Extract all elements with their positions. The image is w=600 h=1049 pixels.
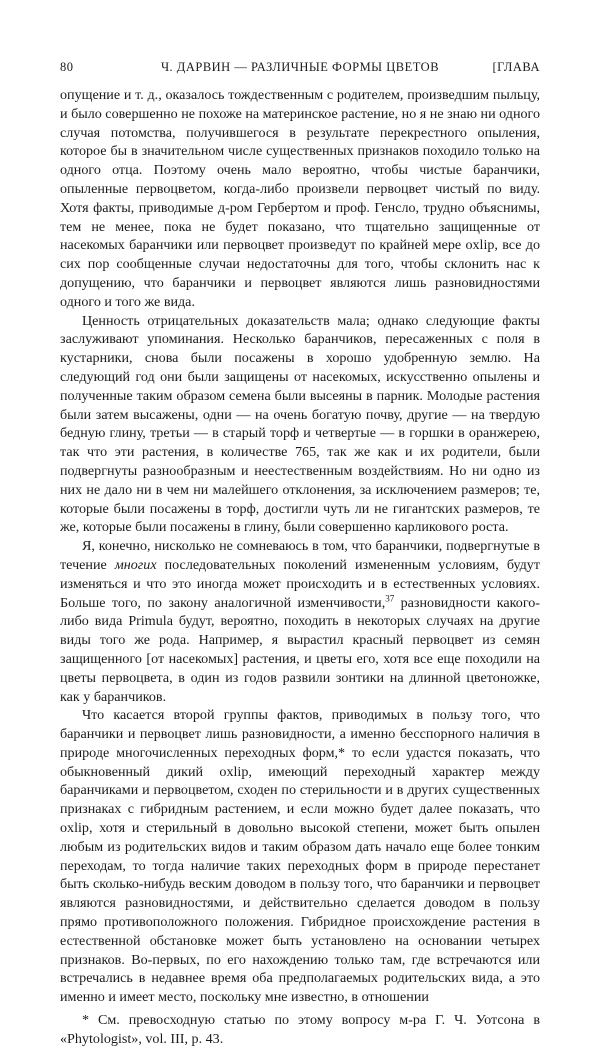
paragraph-3-italic: многих — [114, 556, 157, 573]
paragraph-4: Что касается второй группы фактов, приводимых в пользу того, что баранчики и первоцвет лишь разновидности, а именно бесспорного наличия в природе многочисленных переходных форм,* то если удастся показать, что обыкновенный дикий oxlip, имеющий переходный характер между баранчиками и первоцветом, сходен по стерильности и в других существенных признаках с гибридным растением, и если можно будет далее показать, что oxlip, хотя и стерильный в довольно высокой степени, может быть опылен любым из родительских видов и таким образом дать начало еще более тонким переходам, то тогда наличие таких переходных форм в природе перестанет быть сколько-нибудь веским доводом в пользу того, что баранчики и первоцвет являются разновидностями, и действительно сделается доводом в пользу прямо противоположного положения. Гибридное происхождение растения в естественной обстановке может быть установлено на основании четырех признаков. Во-первых, по его нахождению только там, где встречаются или встречались в недавнее время оба предполагаемых родительских вида, а это именно и имеет место, поскольку мне известно, в отношении — [60, 707, 540, 1006]
paragraph-3-text-a: Я, конечно, нисколько не сомневаюсь в том, что баранчики, подвергнутые в течение — [60, 538, 540, 573]
running-header — [60, 60, 540, 80]
chapter-label: [ГЛАВА — [492, 60, 540, 74]
footnote: * См. превосходную статью по этому вопросу м-ра Г. Ч. Уотсона в «Phytologist», vol. III, p. 43. — [60, 1012, 540, 1047]
paragraph-2: Ценность отрицательных доказательств мала; однако следующие факты заслуживают упоминания. Несколько баранчиков, пересаженных с поля в кустарники, снова были посажены в хорошо удобренную землю. На следующий год они были защищены от насекомых, искусственно опылены и полученные таким образом семена были высеяны в парник. Молодые растения были затем высажены, одни — на очень богатую почву, другие — на твердую бедную глину, третьи — в старый торф и четвертые — в горшки в оранжерею, так что эти растения, в количестве 765, так же как и их родители, были подвергнуты разнообразным и неестественным воздействиям. Но ни одно из них не дало ни в чем ни малейшего отклонения, за исключением размеров; те, которые были посажены в торф, достигли чуть ли не гигантских размеров, те же, которые были посажены в глину, были совершенно карликового роста. — [60, 312, 540, 536]
page-body — [60, 86, 540, 1049]
footnote-ref-37: 37 — [385, 592, 395, 603]
page-number: 80 — [60, 60, 74, 74]
paragraph-3-text-b: последовательных поколений измененным условиям, будут изменяться и что это иногда может происходить и в естественных условиях. Больше того, по закону аналогичной изменчивости, — [60, 556, 540, 611]
running-title: Ч. ДАРВИН — РАЗЛИЧНЫЕ ФОРМЫ ЦВЕТОВ — [160, 60, 440, 74]
paragraph-3 — [60, 537, 540, 706]
paragraph-3-text-c: разновидности какого-либо вида Primula будут, вероятно, походить в некоторых случаях на другие виды того же рода. Например, я вырастил красный первоцвет из семян защищенного [от насекомых] растения, и цветы его, хотя все еще походили на цветы первоцвета, в один из годов развили зонтики на длинной цветоножке, как у баранчиков. — [60, 594, 540, 705]
paragraph-1: опущение и т. д., оказалось тождественным с родителем, произведшим пыльцу, и было совершенно не похоже на материнское растение, но я не знаю ни одного случая потомства, получившегося в результате перекрестного опыления, которое бы в значительном числе существенных признаков походило только на одного отца. Поэтому очень мало вероятно, чтобы чистые баранчики, опыленные первоцветом, когда-либо произвели первоцвет чистый по виду. Хотя факты, приводимые д-ром Гербертом и проф. Генсло, трудно объяснимы, тем не менее, пока не будет показано, что тщательно защищенные от насекомых баранчики или первоцвет произведут по крайней мере oxlip, все до сих пор сообщенные случаи недостаточны для того, чтобы склонить нас к допущению, что баранчики и первоцвет являются лишь разновидностями одного и того же вида. — [60, 87, 541, 310]
